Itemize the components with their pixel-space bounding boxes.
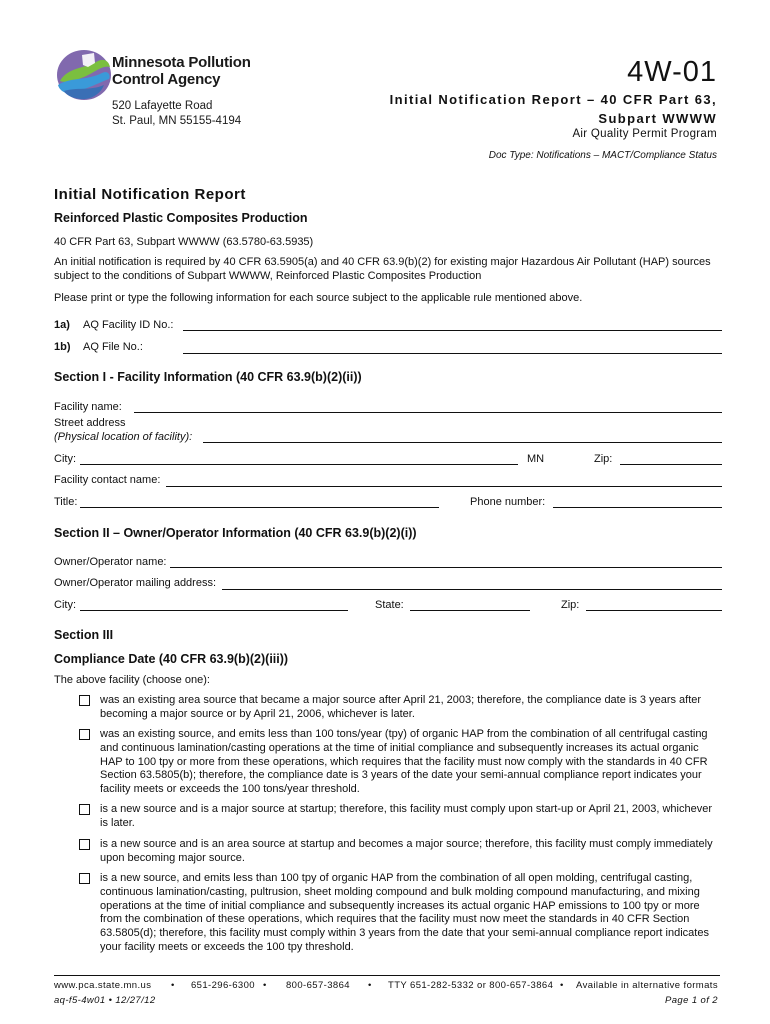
report-title: Initial Notification Report – 40 CFR Part 63, Subpart WWWW [389,92,717,126]
footer-website[interactable]: www.pca.state.mn.us [54,980,152,991]
city-label: City: [54,453,76,465]
agency-name: Minnesota Pollution Control Agency [112,54,251,88]
mailing-address-label: Owner/Operator mailing address: [54,577,217,589]
city-field[interactable] [80,464,518,465]
compliance-date-heading: Compliance Date (40 CFR 63.9(b)(2)(iii)) [54,652,289,666]
section-3-heading: Section III [54,628,114,642]
option-3-text: is a new source and is a major source at startup; therefore, this facility must comply upon start-up or April 21, 2003, whichever is later. [100,803,713,829]
contact-name-field[interactable] [166,486,722,487]
facility-id-label: AQ Facility ID No.: [83,319,174,331]
facility-name-label: Facility name: [54,401,122,413]
physical-location-label: (Physical location of facility): [54,431,193,443]
mpca-logo-icon [54,47,114,103]
page-subtitle: Reinforced Plastic Composites Production [54,211,308,225]
footer-bullet-1: • [171,980,175,991]
title-label: Title: [54,496,78,508]
phone-label: Phone number: [470,496,546,508]
owner-zip-label: Zip: [561,599,580,611]
phone-field[interactable] [553,507,722,508]
footer-bullet-4: • [560,980,564,991]
mailing-address-field[interactable] [222,589,722,590]
title-field[interactable] [80,507,439,508]
footer-divider [54,975,720,976]
zip-label: Zip: [594,453,613,465]
page-number: Page 1 of 2 [665,995,718,1006]
option-4-checkbox[interactable] [79,839,90,850]
owner-city-field[interactable] [80,610,348,611]
footer-bullet-2: • [263,980,267,991]
facility-id-field[interactable] [183,330,722,331]
intro-paragraph: An initial notification is required by 40 CFR 63.5905(a) and 40 CFR 63.9(b)(2) for existing major Hazardous Air Pollutant (HAP) sources subject to the conditions of Subpart WWWW, Reinforced Plastic Composites Production [54,256,711,282]
zip-field[interactable] [620,464,722,465]
option-2-text: was an existing source, and emits less than 100 tons/year (tpy) of organic HAP from the combination of all centrifugal casting and continuous lamination/casting operations at the time of initial compliance and subsequently increases its actual organic HAP to 100 tpy or more from these operations, which requires that the facility must now comply with the standards in 40 CFR Section 63.5805(b); therefore, the compliance date is 3 years of the date your semi-annual compliance report indicates your facility meets or exceeds the 100 tons/year threshold. [100,728,708,796]
file-no-field[interactable] [183,353,722,354]
owner-state-field[interactable] [410,610,530,611]
doc-type: Doc Type: Notifications – MACT/Compliance Status [488,150,717,161]
item-1b-number: 1b) [54,341,71,353]
footer-tty: TTY 651-282-5332 or 800-657-3864 [388,980,554,991]
program-name: Air Quality Permit Program [572,128,717,140]
item-1a-number: 1a) [54,319,70,331]
citation: 40 CFR Part 63, Subpart WWWW (63.5780-63.5935) [54,236,314,248]
option-3-checkbox[interactable] [79,804,90,815]
form-number: 4W-01 [627,56,717,88]
section-1-heading: Section I - Facility Information (40 CFR 63.9(b)(2)(ii)) [54,370,362,384]
option-4-text: is a new source and is an area source at startup and becomes a major source; therefore, this facility must comply immediately upon becoming major source. [100,838,713,864]
state-value: MN [527,453,545,465]
option-5-checkbox[interactable] [79,873,90,884]
owner-name-field[interactable] [170,567,722,568]
file-no-label: AQ File No.: [83,341,143,353]
footer-bullet-3: • [368,980,372,991]
instruction-text: Please print or type the following information for each source subject to the applicable rule mentioned above. [54,292,583,304]
footer-phone-2: 800-657-3864 [286,980,350,991]
footer-phone-1: 651-296-6300 [191,980,255,991]
street-address-label: Street address [54,417,126,429]
page-title: Initial Notification Report [54,186,246,203]
option-1-text: was an existing area source that became a major source after April 21, 2003; therefore, the compliance date is 3 years after becoming a major source or by April 21, 2006, whichever is later. [100,694,702,720]
choose-one-prompt: The above facility (choose one): [54,674,210,686]
option-5-text: is a new source, and emits less than 100 tpy of organic HAP from the combination of all open molding, centrifugal casting, continuous lamination/casting, pultrusion, sheet molding compound and bulk molding compound manufacturing, and mixing operations at the time of initial compliance and subsequently increases its actual organic HAP emissions to 100 tpy or more from the combination of these operations, which requires that the facility must now meet the standards in 40 CFR Section 63.5805(d); therefore, this facility must comply within 3 years from the date that your semi-annual compliance report indicates your facility meets or exceeds the 100 tpy threshold. [100,872,709,953]
option-2-checkbox[interactable] [79,729,90,740]
owner-city-label: City: [54,599,76,611]
owner-name-label: Owner/Operator name: [54,556,167,568]
facility-name-field[interactable] [134,412,722,413]
street-address-field[interactable] [203,442,722,443]
option-1-checkbox[interactable] [79,695,90,706]
agency-address: 520 Lafayette Road St. Paul, MN 55155-4194 [112,100,242,127]
contact-name-label: Facility contact name: [54,474,161,486]
footer-formats: Available in alternative formats [576,980,718,991]
section-2-heading: Section II – Owner/Operator Information (40 CFR 63.9(b)(2)(i)) [54,526,417,540]
owner-zip-field[interactable] [586,610,722,611]
footer-form-code: aq-f5-4w01 • 12/27/12 [54,995,156,1006]
owner-state-label: State: [375,599,404,611]
